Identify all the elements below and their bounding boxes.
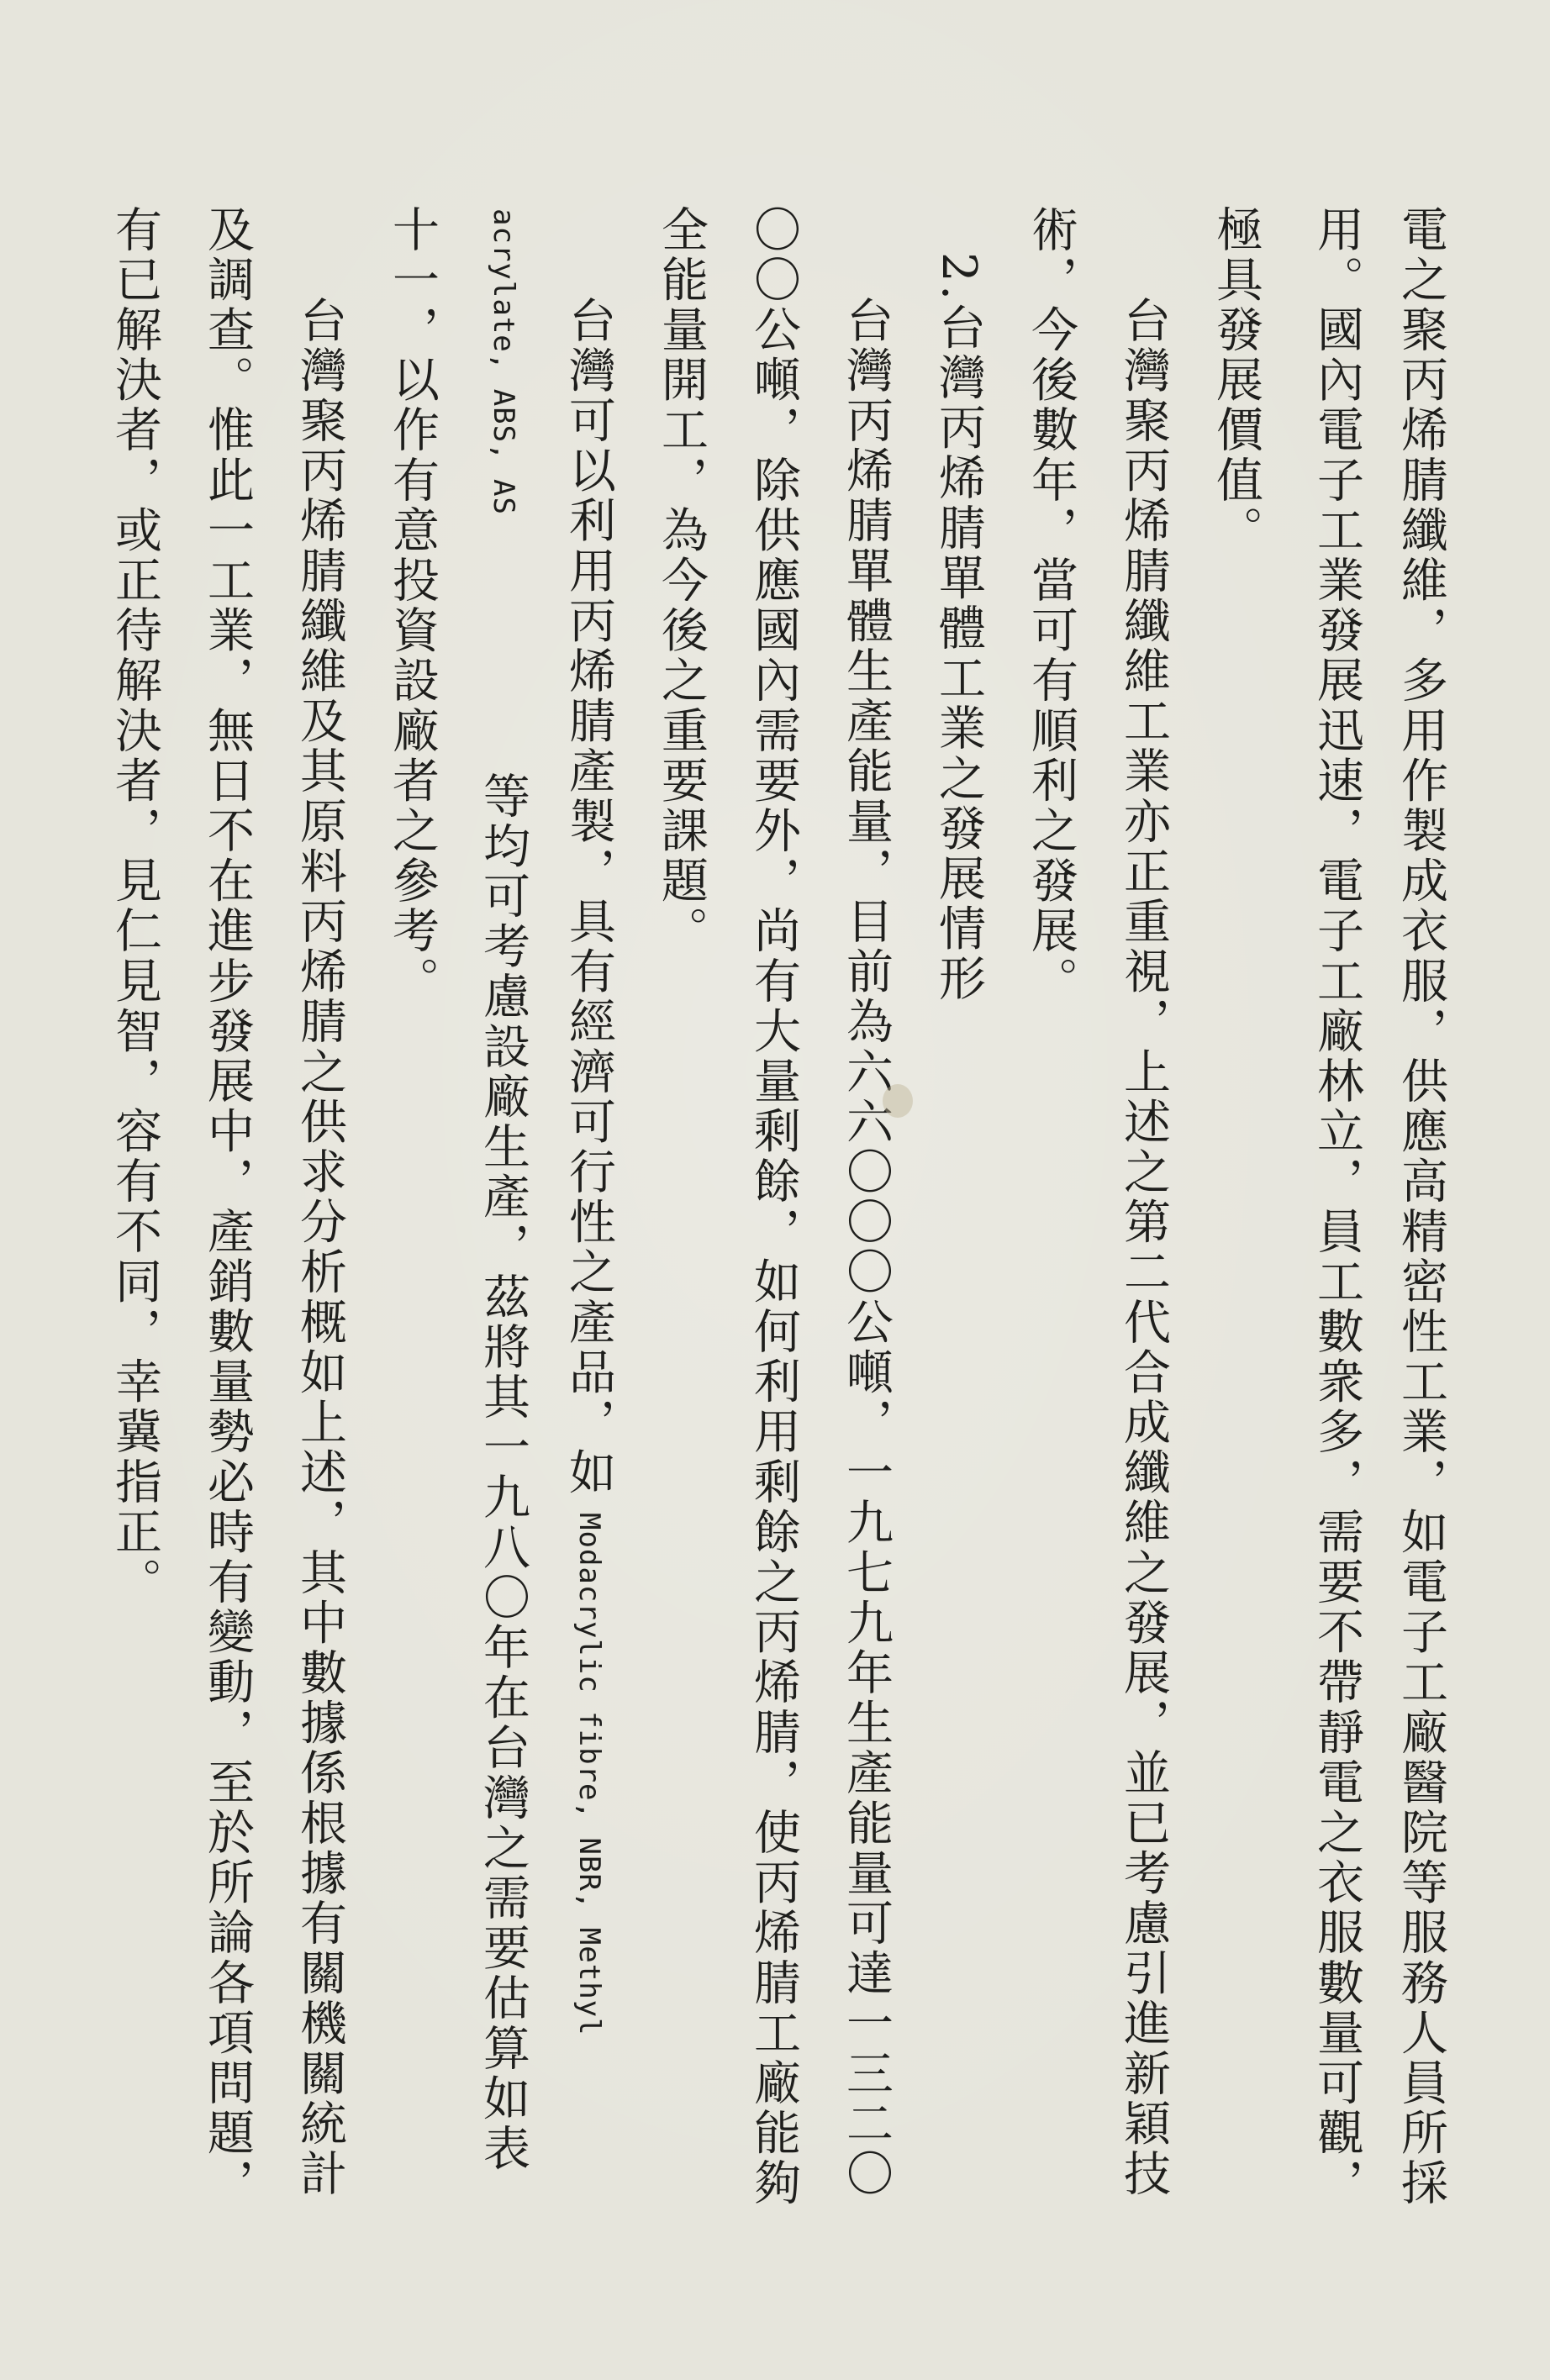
text-column-12: 十一，以作有意投資設廠者之參考。 xyxy=(385,205,440,1007)
text-column-7: 台灣丙烯腈單體生產能量，目前為六六〇〇〇公噸，一九七九年生產能量可達一三二〇 xyxy=(839,296,894,2199)
text-column-4: 台灣聚丙烯腈纖維工業亦正重視，上述之第二代合成纖維之發展，並已考慮引進新穎技 xyxy=(1116,296,1171,2199)
latin-terms-acrylate: acrylate, ABS, AS xyxy=(487,208,520,515)
section-heading: 2.台灣丙烯腈單體工業之發展情形 xyxy=(931,252,986,1005)
latin-terms-modacrylic: Modacrylic fibre, NBR, Methyl xyxy=(572,1513,606,2036)
text-column-9: 全能量開工，為今後之重要課題。 xyxy=(654,205,709,956)
text-column-8: 〇〇公噸，除供應國內需要外，尚有大量剩餘，如何利用剩餘之丙烯腈，使丙烯腈工廠能夠 xyxy=(746,205,801,2209)
paper-stain xyxy=(883,1084,913,1118)
text-column-2: 用。國內電子工業發展迅速，電子工廠林立，員工數衆多，需要不帶靜電之衣服數量可觀， xyxy=(1310,205,1364,2209)
text-column-14: 及調查。惟此一工業，無日不在進步發展中，產銷數量勢必時有變動，至於所論各項問題， xyxy=(200,205,255,2209)
text-column-15: 有已解決者，或正待解決者，見仁見智，容有不同，幸冀指正。 xyxy=(108,205,162,1608)
text-column-5: 術，今後數年，當可有順利之發展。 xyxy=(1024,205,1078,1007)
text-column-10: 台灣可以利用丙烯腈產製，具有經濟可行性之產品，如 xyxy=(561,296,616,1498)
text-column-11: 等均可考慮設廠生產，茲將其一九八〇年在台灣之需要估算如表 xyxy=(476,771,530,2174)
text-column-13: 台灣聚丙烯腈纖維及其原料丙烯腈之供求分析概如上述，其中數據係根據有關機關統計 xyxy=(293,296,347,2199)
text-column-3: 極具發展價值。 xyxy=(1209,205,1263,556)
text-column-1: 電之聚丙烯腈纖維，多用作製成衣服，供應高精密性工業，如電子工廠醫院等服務人員所採 xyxy=(1394,205,1448,2209)
